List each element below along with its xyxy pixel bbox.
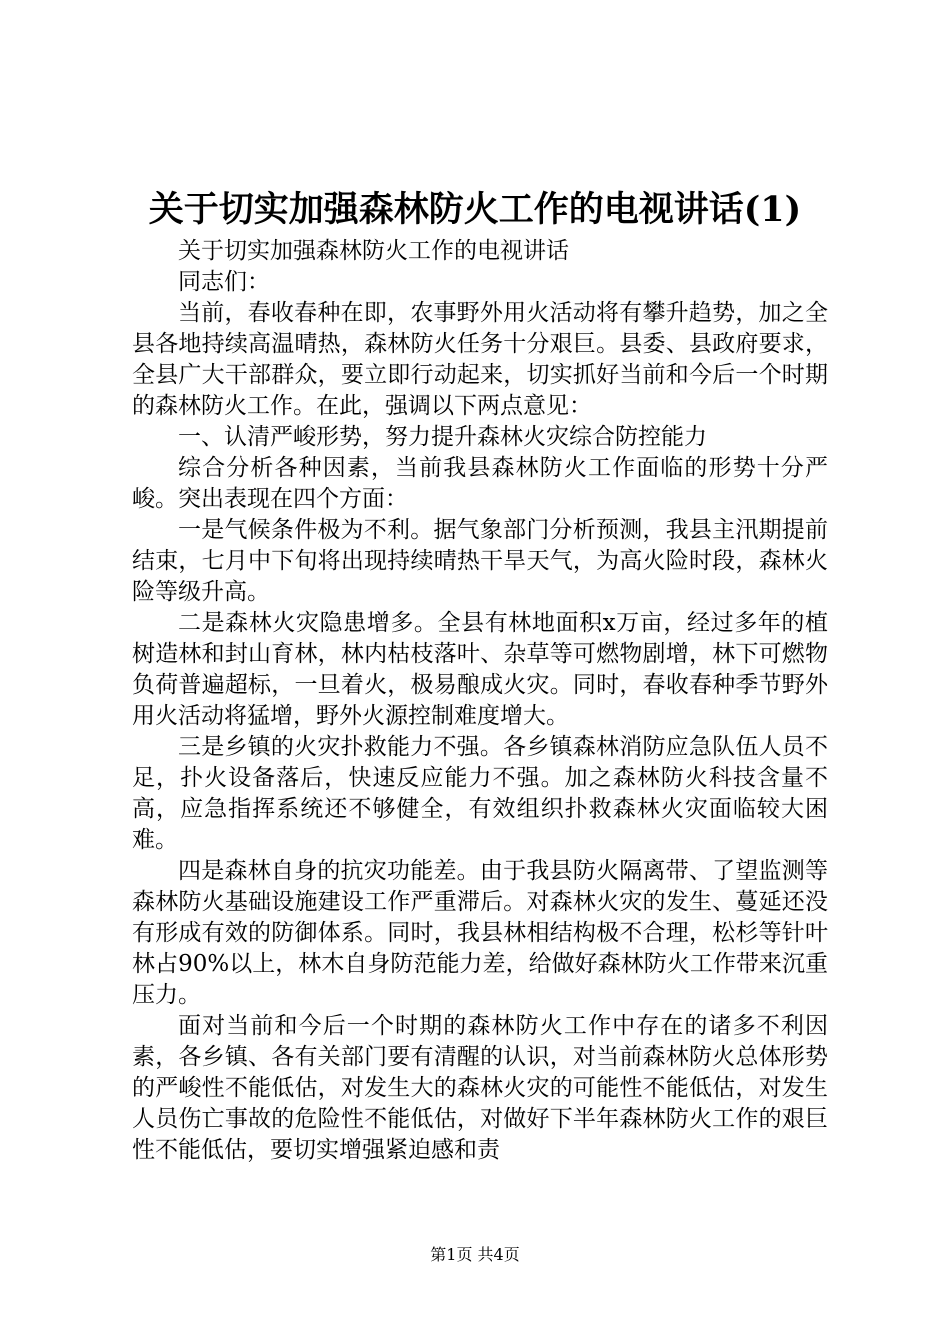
body-paragraph: 一是气候条件极为不利。据气象部门分析预测，我县主汛期提前结束，七月中下旬将出现持续晴热干旱天气，为高火险时段，森林火险等级升高。: [132, 517, 828, 605]
body-paragraph: 面对当前和今后一个时期的森林防火工作中存在的诸多不利因素，各乡镇、各有关部门要有清醒的认识，对当前森林防火总体形势的严峻性不能低估，对发生大的森林火灾的可能性不能低估，对发生人员伤亡事故的危险性不能低估，对做好下半年森林防火工作的艰巨性不能低估，要切实增强紧迫感和责: [132, 1013, 828, 1163]
page-footer: 第1页 共4页: [430, 1245, 520, 1264]
document-body: [132, 236, 828, 1166]
salutation-paragraph: 同志们：: [178, 269, 270, 295]
body-paragraph: 当前，春收春种在即，农事野外用火活动将有攀升趋势，加之全县各地持续高温晴热，森林防火任务十分艰巨。县委、县政府要求，全县广大干部群众，要立即行动起来，切实抓好当前和今后一个时期的森林防火工作。在此，强调以下两点意见：: [132, 300, 828, 419]
section-heading: 一、认清严峻形势，努力提升森林火灾综合防控能力: [178, 424, 707, 450]
subtitle-paragraph: 关于切实加强森林防火工作的电视讲话: [178, 238, 569, 264]
body-paragraph: 综合分析各种因素，当前我县森林防火工作面临的形势十分严峻。突出表现在四个方面：: [132, 455, 828, 512]
document-title: 关于切实加强森林防火工作的电视讲话(1): [148, 189, 802, 230]
body-paragraph: 二是森林火灾隐患增多。全县有林地面积x万亩，经过多年的植树造林和封山育林，林内枯枝落叶、杂草等可燃物剧增，林下可燃物负荷普遍超标，一旦着火，极易酿成火灾。同时，春收春种季节野外用火活动将猛增，野外火源控制难度增大。: [132, 610, 828, 729]
body-paragraph: 三是乡镇的火灾扑救能力不强。各乡镇森林消防应急队伍人员不足，扑火设备落后，快速反应能力不强。加之森林防火科技含量不高，应急指挥系统还不够健全，有效组织扑救森林火灾面临较大困难。: [132, 734, 828, 853]
body-paragraph: 四是森林自身的抗灾功能差。由于我县防火隔离带、了望监测等森林防火基础设施建设工作严重滞后。对森林火灾的发生、蔓延还没有形成有效的防御体系。同时，我县林相结构极不合理，松杉等针叶林占90%以上，林木自身防范能力差，给做好森林防火工作带来沉重压力。: [132, 858, 828, 1008]
